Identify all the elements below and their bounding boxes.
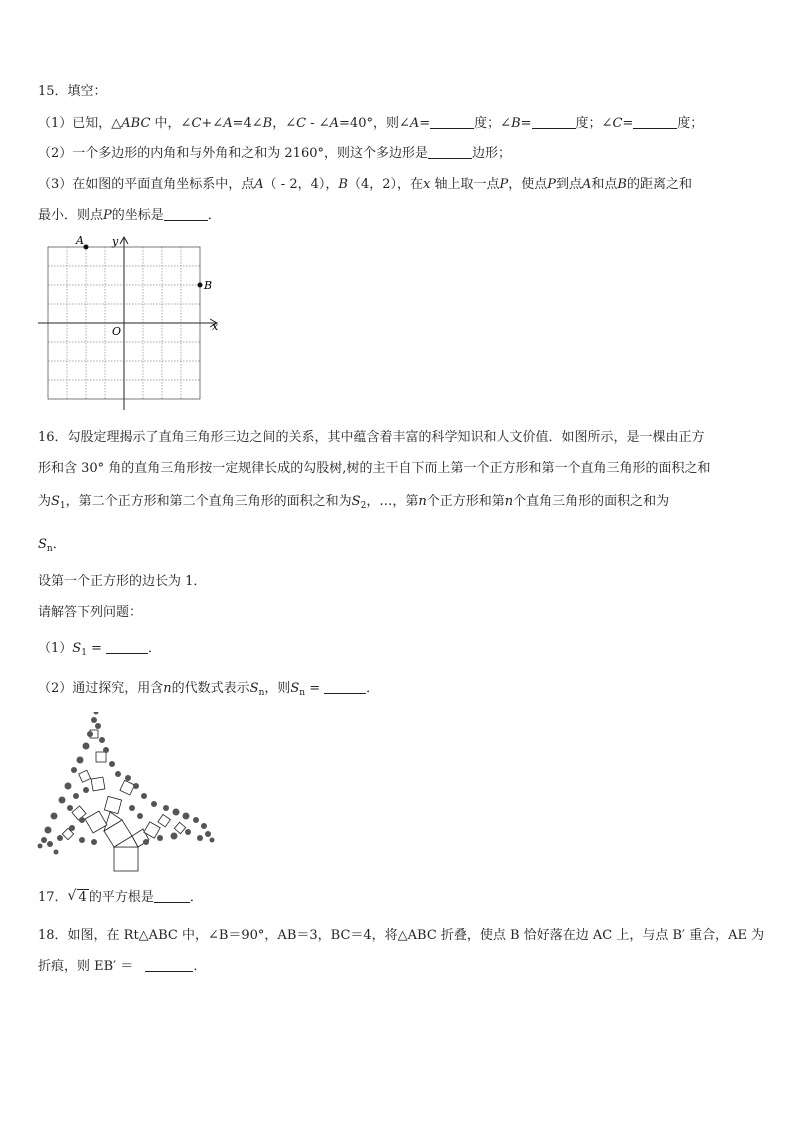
q15-p1-a2: A	[329, 116, 340, 131]
q16-l4-S: S	[38, 537, 47, 552]
q16-a2-text-c: ，则	[264, 681, 291, 696]
coordinate-grid-figure	[36, 232, 226, 421]
q16-l3-text-c: ，…，第	[366, 494, 419, 509]
q16-a2-text-a: （2）通过探究，用含	[38, 681, 164, 696]
answer-blank-angle-b[interactable]	[532, 114, 576, 129]
sqrt-radicand: 4	[78, 890, 87, 905]
q15-p3-text-c: （4，2），在	[347, 177, 423, 192]
q17-line	[38, 888, 203, 908]
q16-l4-sub: n	[46, 544, 53, 554]
q16-a2-sub: n	[258, 688, 265, 698]
label-origin: O	[112, 325, 122, 338]
answer-blank-point-p[interactable]	[164, 206, 208, 221]
tree-square-9	[158, 814, 171, 827]
q15-p3-text-f: 到点	[555, 177, 582, 192]
q16-a1-S: S	[72, 641, 82, 656]
tree-square-11	[79, 770, 91, 782]
q15-part3-line2	[38, 206, 221, 226]
q15-p1-a3: A	[409, 116, 420, 131]
q15-title: 15．填空：	[38, 84, 107, 99]
tree-square-13	[174, 822, 185, 833]
q16-a2-text-b: 的代数式表示	[171, 681, 250, 696]
q16-l3-text-b: ，第二个正方形和第二个直角三角形的面积之和为	[65, 494, 352, 509]
q16-a1-text-a: （1）	[38, 641, 73, 656]
q15-p1-text-l: =40°，则∠	[339, 116, 410, 131]
q16-a2-text-d: =	[305, 681, 321, 696]
q15-p3-text-a: （3）在如图的平面直角坐标系中，点	[38, 177, 255, 192]
q16-answer1	[38, 639, 161, 663]
q16-line2: 形和含 30° 角的直角三角形按一定规律长成的勾股树,树的主干自下而上第一个正方形和第一个直角三角形的面积之和	[38, 461, 711, 476]
q15-p2-text: （2）一个多边形的内角和与外角和之和为 2160°，则这个多边形是	[38, 146, 428, 161]
q15-p3-text-d: 轴上取一点	[430, 177, 500, 192]
q15-p3-text-e: ，使点	[508, 177, 548, 192]
q15-p3-B2: B	[617, 177, 627, 192]
point-b	[198, 283, 203, 288]
q16-l3-S1: S	[51, 494, 60, 509]
answer-blank-angle-a[interactable]	[430, 114, 474, 129]
q15-p3-x: x	[422, 177, 431, 192]
q16-l3-n: n	[418, 494, 427, 509]
q16-l3-n2: n	[504, 494, 514, 509]
q15-part3-line1	[38, 175, 692, 195]
q15-p1-text-j: - ∠	[306, 116, 330, 131]
q16-l3-text-e: 个直角三角形的面积之和为	[513, 494, 670, 509]
answer-blank-polygon[interactable]	[428, 144, 472, 159]
label-b: B	[204, 279, 213, 292]
q17-number: 17．	[38, 890, 68, 905]
q16-answer2	[38, 679, 379, 703]
q16-line1: 16．勾股定理揭示了直角三角形三边之间的关系，其中蕴含着丰富的科学知识和人文价值．如图所示，是一棵由正方	[38, 430, 705, 445]
q15-p3-text-b: （ - 2，4），	[263, 177, 339, 192]
q16-l3-sub1: 1	[59, 501, 66, 511]
q15-p1-text-d: +∠	[201, 116, 224, 131]
pythagoras-tree-figure	[36, 712, 216, 878]
label-x: x	[212, 320, 219, 333]
tree-square-10	[96, 752, 106, 762]
q15-part1	[38, 114, 703, 134]
tree-square-4	[104, 796, 121, 813]
q15-p3-l2-text-c: ．	[207, 208, 221, 223]
q15-p1-text-t: =	[622, 116, 634, 131]
q15-p1-text-u: 度；	[677, 116, 704, 131]
q15-p1-text-q: =	[520, 116, 532, 131]
q16-a1-text-c: ．	[147, 641, 161, 656]
answer-blank-sn[interactable]	[324, 679, 366, 694]
q17-text: 的平方根是	[88, 890, 154, 905]
q15-p1-c2: C	[296, 116, 307, 131]
q16-a2-S: S	[249, 681, 259, 696]
q16-a2-S2: S	[290, 681, 300, 696]
q15-p1-text-b: 中，∠	[150, 116, 192, 131]
q16-l3-S2: S	[351, 494, 361, 509]
q15-p1-abc: ABC	[121, 116, 151, 131]
q18-l2-text-a: 折痕，则 EB′ ＝	[38, 959, 138, 974]
q16-line4	[38, 535, 66, 559]
q16-l3-text-a: 为	[38, 494, 52, 509]
answer-blank-angle-c[interactable]	[633, 114, 677, 129]
q15-p3-text-g: 和点	[591, 177, 618, 192]
q16-l4-end: ．	[52, 537, 66, 552]
sqrt-expression	[68, 888, 89, 908]
q18-line1: 18．如图，在 Rt△ABC 中，∠B＝90°，AB＝3，BC＝4，将△ABC 折叠，使点 B 恰好落在边 AC 上，与点 B′ 重合，AE 为	[38, 928, 765, 943]
q16-a2-n: n	[163, 681, 172, 696]
q15-p3-l2-P: P	[103, 208, 112, 223]
q16-line5: 设第一个正方形的边长为 1．	[38, 574, 207, 589]
q15-p1-text-r: 度；∠	[575, 116, 613, 131]
q16-l3-sub2: 2	[360, 501, 367, 511]
tree-square-8	[120, 780, 135, 795]
q15-p1-c3: C	[612, 116, 623, 131]
pythagoras-tree-svg	[36, 712, 216, 874]
q15-p1-text-h: ，∠	[272, 116, 297, 131]
q16-line6: 请解答下列问题：	[38, 605, 143, 620]
q15-p3-P: P	[499, 177, 509, 192]
answer-blank-s1[interactable]	[106, 639, 148, 654]
q15-p3-B: B	[338, 177, 348, 192]
q15-p1-c: C	[191, 116, 202, 131]
q15-p3-A: A	[254, 177, 264, 192]
q15-p1-b: B	[262, 116, 273, 131]
tree-square-3	[85, 811, 107, 833]
tree-square-6	[91, 777, 105, 791]
q15-p1-b2: B	[511, 116, 521, 131]
label-a: A	[76, 234, 84, 247]
q16-line3	[38, 492, 669, 516]
answer-blank-eb[interactable]	[145, 957, 193, 972]
q15-p3-l2-text-b: 的坐标是	[111, 208, 164, 223]
q16-a2-text-e: ．	[366, 681, 380, 696]
q16-a2-sub2: n	[299, 688, 306, 698]
q15-p3-l2-text-a: 最小．则点	[38, 208, 104, 223]
q15-p3-A2: A	[582, 177, 592, 192]
answer-blank-sqrt[interactable]	[154, 888, 190, 903]
q15-p1-text-n: =	[419, 116, 431, 131]
q15-p3-text-h: 的距离之和	[626, 177, 692, 192]
q18-line2	[38, 957, 206, 977]
q16-l3-text-d: 个正方形和第	[426, 494, 505, 509]
label-y: y	[112, 235, 119, 248]
q15-p1-text-o: 度；∠	[474, 116, 512, 131]
q15-p1-text: （1）已知，△	[38, 116, 122, 131]
q15-p3-P2: P	[547, 177, 556, 192]
coordinate-grid-svg	[36, 232, 226, 417]
q15-p1-text-f: =4∠	[232, 116, 263, 131]
q15-part2	[38, 144, 511, 164]
q18-l2-text-b: ．	[193, 959, 207, 974]
q16-a1-text-b: =	[86, 641, 102, 656]
tree-square-1	[114, 847, 138, 871]
q16-a1-sub: 1	[81, 648, 87, 658]
sqrt-icon: √	[67, 888, 77, 904]
q15-p1-a: A	[223, 116, 233, 131]
q17-end: ．	[189, 890, 203, 905]
point-a	[84, 245, 89, 250]
q15-p2-text-b: 边形；	[472, 146, 512, 161]
